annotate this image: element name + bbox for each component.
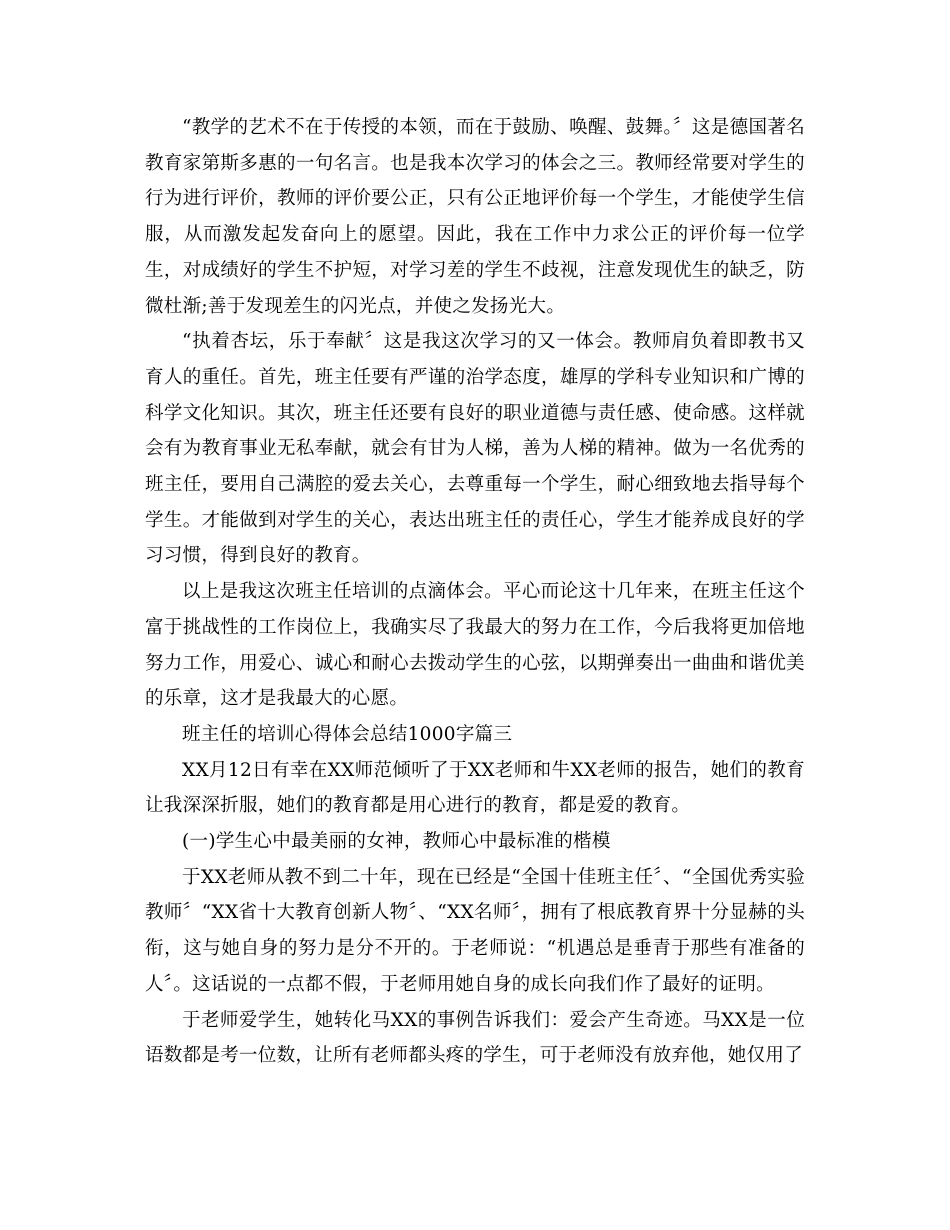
section-heading: 班主任的培训心得体会总结1000字篇三 — [182, 723, 513, 745]
paragraph-summary: 以上是我这次班主任培训的点滴体会。平心而论这十几年来，在班主任这个富于挑战性的工作岗位上，我确实尽了我最大的努力在工作，今后我将更加倍地努力工作，用爱心、诚心和耐心去拨动学生的心弦，以期弹奏出一曲曲和谐优美的乐章，这才是我最大的心愿。 — [145, 581, 805, 710]
subheading-role-model: (一)学生心中最美丽的女神，教师心中最标准的楷模 — [182, 831, 611, 853]
paragraph-love-miracle: 于老师爱学生，她转化马XX的事例告诉我们：爱会产生奇迹。马XX是一位语数都是考一位数，让所有老师都头疼的学生，可于老师没有放弃他，她仅用了 — [145, 1009, 805, 1067]
paragraph-teacher-yu: 于XX老师从教不到二十年，现在已经是“全国十佳班主任〞、“全国优秀实验教师〞“XX省十大教育创新人物〞、“XX名师〞，拥有了根底教育界十分显赫的头衔，这与她自身的努力是分不开的。于老师说：“机遇总是垂青于那些有准备的人〞。这话说的一点都不假，于老师用她自身的成长向我们作了最好的证明。 — [145, 866, 805, 995]
paragraph-teaching-art: “教学的艺术不在于传授的本领，而在于鼓励、唤醒、鼓舞。〞这是德国著名教育家第斯多惠的一句名言。也是我本次学习的体会之三。教师经常要对学生的行为进行评价，教师的评价要公正，只有公正地评价每一个学生，才能使学生信服，从而激发起发奋向上的愿望。因此，我在工作中力求公正的评价每一位学生，对成绩好的学生不护短，对学习差的学生不歧视，注意发现优生的缺乏，防微杜渐;善于发现差生的闪光点，并使之发扬光大。 — [145, 117, 805, 317]
document-body — [145, 110, 805, 1074]
paragraph-dedication: “执着杏坛，乐于奉献〞这是我这次学习的又一体会。教师肩负着即教书又育人的重任。首先，班主任要有严谨的治学态度，雄厚的学科专业知识和广博的科学文化知识。其次，班主任还要有良好的职业道德与责任感、使命感。这样就会有为教育事业无私奉献，就会有甘为人梯，善为人梯的精神。做为一名优秀的班主任，要用自己满腔的爱去关心，去尊重每一个学生，耐心细致地去指导每个学生。才能做到对学生的关心，表达出班主任的责任心，学生才能养成良好的学习习惯，得到良好的教育。 — [145, 331, 805, 567]
paragraph-report-intro: XX月12日有幸在XX师范倾听了于XX老师和牛XX老师的报告，她们的教育让我深深折服，她们的教育都是用心进行的教育，都是爱的教育。 — [145, 759, 805, 817]
